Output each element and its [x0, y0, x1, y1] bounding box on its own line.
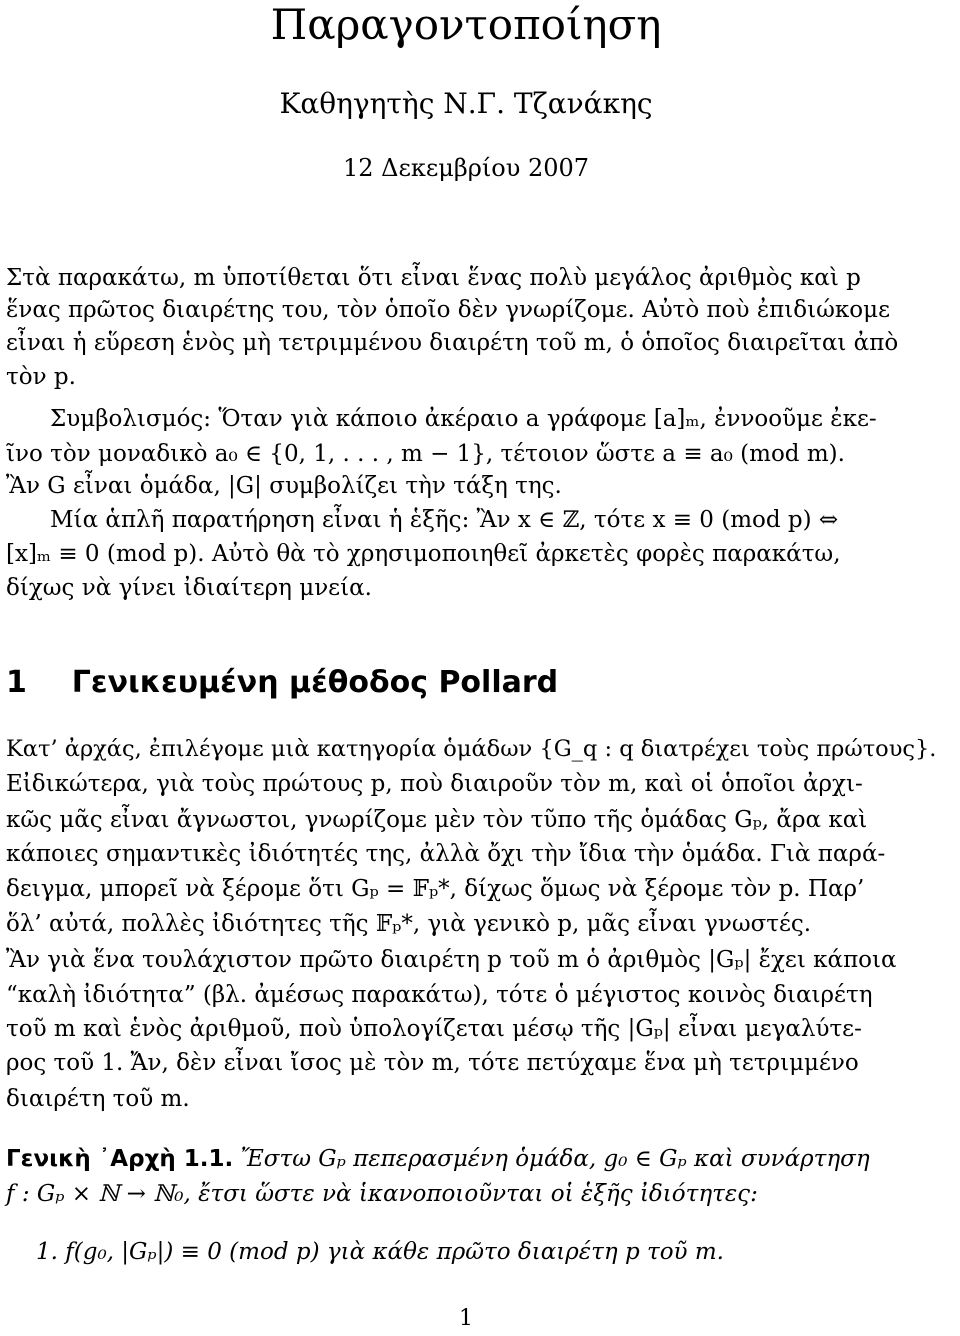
body-line-3: κῶς μᾶς εἶναι ἄγνωστοι, γνωρίζομε μὲν τὸν τῦπο τῆς ὁμάδας Gₚ, ἄρα καὶ [6, 807, 868, 833]
body-line-10: ρος τοῦ 1. Ἄν, δὲν εἶναι ἴσος μὲ τὸν m, τότε πετύχαμε ἕνα μὴ τετριμμένο [6, 1050, 859, 1076]
principle-label: Γενικὴ ᾿Αρχὴ 1.1. [6, 1146, 234, 1172]
notation-line-4: Μία ἁπλῆ παρατήρηση εἶναι ἡ ἑξῆς: Ἂν x ∈ ℤ, τότε x ≡ 0 (mod p) ⇔ [50, 507, 839, 533]
body-line-11: διαιρέτη τοῦ m. [6, 1086, 190, 1112]
intro-line-2: ἕνας πρῶτος διαιρέτης του, τὸν ὁποῖο δὲν γνωρίζομε. Αὐτὸ ποὺ ἐπιδιώκομε [6, 297, 890, 323]
principle-line-2: f : Gₚ × ℕ → ℕ₀, ἔτσι ὥστε νὰ ἱκανοποιοῦνται οἱ ἑξῆς ἰδιότητες: [6, 1181, 758, 1207]
paper-date: 12 Δεκεμβρίου 2007 [342, 154, 590, 182]
section-heading [6, 660, 936, 706]
principle-text-1: Ἔστω Gₚ πεπερασμένη ὁμάδα, g₀ ∈ Gₚ καὶ συνάρτηση [240, 1146, 870, 1172]
paper-title: Παραγοντοποίηση [270, 0, 662, 49]
notation-line-5: [x]ₘ ≡ 0 (mod p). Αὐτὸ θὰ τὸ χρησιμοποιηθεῖ ἀρκετὲς φορὲς παρακάτω, [6, 541, 841, 567]
notation-line-3: Ἂν G εἶναι ὁμάδα, |G| συμβολίζει τὴν τάξη της. [6, 473, 562, 499]
intro-line-1: Στὰ παρακάτω, m ὑποτίθεται ὅτι εἶναι ἕνας πολὺ μεγάλος ἀριθμὸς καὶ p [6, 265, 861, 291]
body-line-5: δειγμα, μπορεῖ νὰ ξέρομε ὅτι Gₚ = 𝔽ₚ*, δίχως ὅμως νὰ ξέρομε τὸν p. Παρ’ [6, 876, 865, 902]
notation-line-2: ῖνο τὸν μοναδικὸ a₀ ∈ {0, 1, . . . , m − 1}, τέτοιον ὥστε a ≡ a₀ (mod m). [6, 441, 845, 467]
body-line-4: κάποιες σημαντικὲς ἰδιότητές της, ἀλλὰ ὄχι τὴν ἴδια τὴν ὁμάδα. Γιὰ παρά- [6, 841, 886, 867]
body-line-6: ὅλ’ αὐτά, πολλὲς ἰδιότητες τῆς 𝔽ₚ*, γιὰ γενικὸ p, μᾶς εἶναι γνωστές. [6, 911, 812, 937]
body-line-1: Κατ’ ἀρχάς, ἐπιλέγομε μιὰ κατηγορία ὁμάδων {G_q : q διατρέχει τοὺς πρώτους}. [6, 736, 937, 762]
paper-author: Καθηγητὴς Ν.Γ. Τζανάκης [279, 87, 653, 120]
page-number: 1 [459, 1306, 473, 1331]
section-number: 1 [6, 665, 27, 700]
body-line-8: “καλὴ ἰδιότητα” (βλ. ἀμέσως παρακάτω), τότε ὁ μέγιστος κοινὸς διαιρέτη [6, 982, 873, 1008]
intro-line-4: τὸν p. [6, 364, 76, 390]
body-line-2: Εἰδικώτερα, γιὰ τοὺς πρώτους p, ποὺ διαιροῦν τὸν m, καὶ οἱ ὁποῖοι ἀρχι- [6, 771, 863, 797]
body-line-7: Ἂν γιὰ ἕνα τουλάχιστον πρῶτο διαιρέτη p τοῦ m ὁ ἀριθμὸς |Gₚ| ἔχει κάποια [6, 947, 897, 973]
principle-line-1 [6, 1143, 936, 1175]
notation-line-6: δίχως νὰ γίνει ἰδιαίτερη μνεία. [6, 575, 372, 601]
principle-item-1: 1. f(g₀, |Gₚ|) ≡ 0 (mod p) γιὰ κάθε πρῶτο διαιρέτη p τοῦ m. [36, 1239, 724, 1265]
notation-line-1: Συμβολισμός: Ὅταν γιὰ κάποιο ἀκέραιο a γράφομε [a]ₘ, ἐννοοῦμε ἐκε- [50, 406, 877, 432]
section-title: Γενικευμένη μέθοδος Pollard [71, 665, 559, 700]
intro-line-3: εἶναι ἡ εὕρεση ἑνὸς μὴ τετριμμένου διαιρέτη τοῦ m, ὁ ὁποῖος διαιρεῖται ἀπὸ [6, 330, 899, 356]
body-line-9: τοῦ m καὶ ἑνὸς ἀριθμοῦ, ποὺ ὑπολογίζεται μέσῳ τῆς |Gₚ| εἶναι μεγαλύτε- [6, 1016, 862, 1042]
